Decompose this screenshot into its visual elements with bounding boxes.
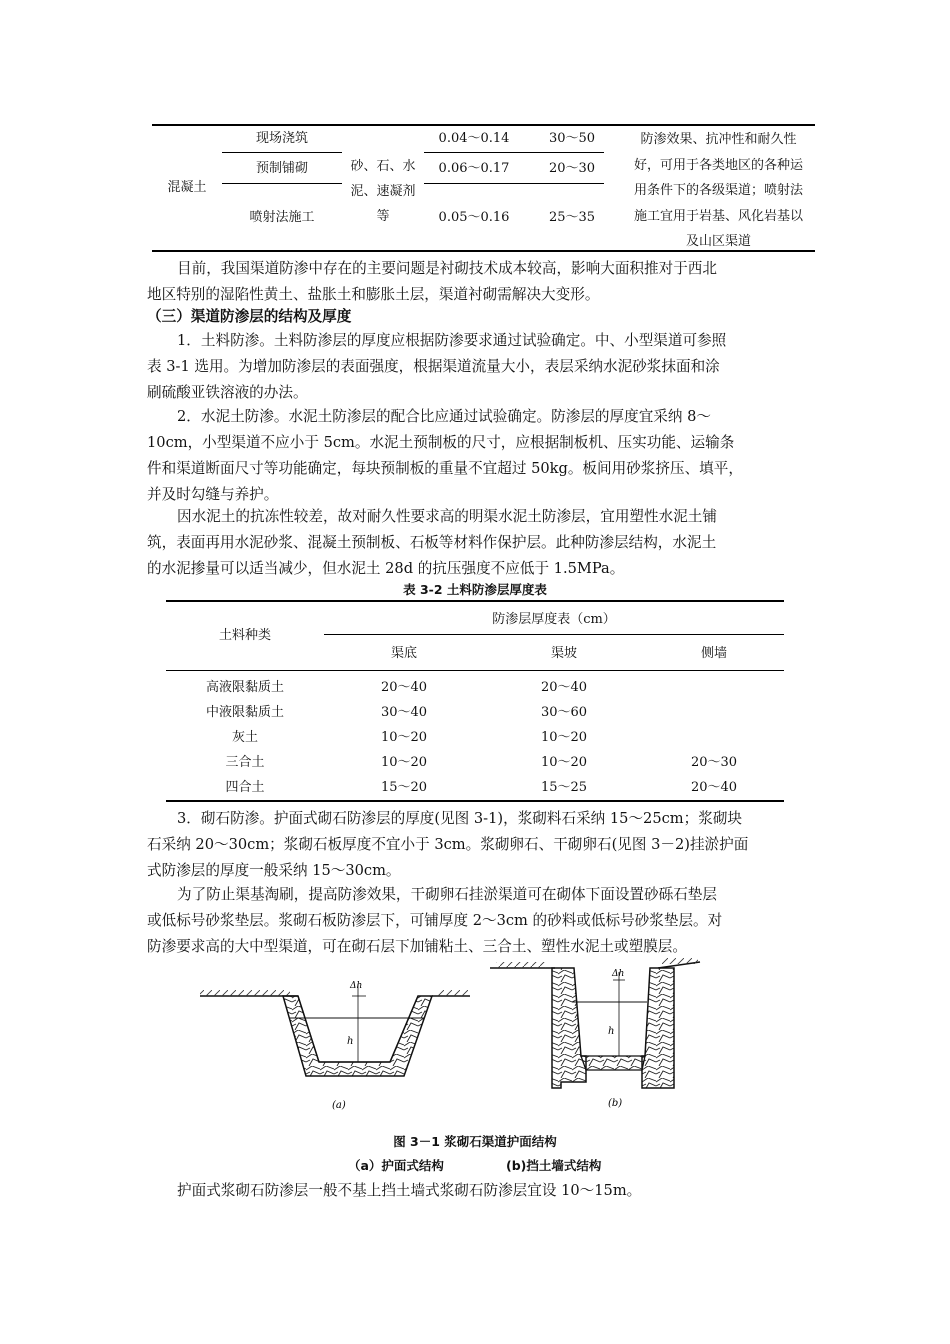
text-line: 筑，表面再用水泥砂浆、混凝土预制板、石板等材料作保护层。此种防渗层结构，水泥土 [147,534,717,551]
paragraph-final [147,1178,815,1204]
text-line: 表 3-1 选用。为增加防渗层的表面强度，根据渠道流量大小，表层采纳水泥砂浆抹面和涂 [147,358,720,375]
paragraph-problems [147,256,815,308]
text-line: 或低标号砂浆垫层。浆砌石板防渗层下，可铺厚度 2～3cm 的砂料或低标号砂浆垫层。对 [147,912,723,929]
text-line: 件和渠道断面尺寸等功能确定，每块预制板的重量不宜超过 50kg。板间用砂浆挤压、填平， [147,460,743,477]
text-line: 并及时勾缝与养护。 [147,486,279,503]
lining-table [152,124,815,252]
figure-a [200,981,470,1111]
paragraph-masonry [147,806,815,884]
soil-type-cell: 三合土 [225,755,265,770]
soil-type-cell: 灰土 [231,730,258,745]
range-cell: 0.05～0.16 [438,210,510,225]
table-rule [424,183,604,184]
figure-b [490,958,700,1109]
raw-material-line: 砂、石、水 [350,159,416,174]
text-line: 目前，我国渠道防渗中存在的主要问题是衬砌技术成本较高，影响大面积推对于西北 [177,260,717,277]
text-line: 2．水泥土防渗。水泥土防渗层的配合比应通过试验确定。防渗层的厚度宜采纳 8～ [177,408,711,425]
section-heading: （三）渠道防渗层的结构及厚度 [147,308,352,325]
table-rule [222,183,342,184]
label-b: (b) [608,1098,623,1109]
figure-subcaption-a: （a）护面式结构 [348,1158,444,1173]
paragraph-cushion [147,882,815,960]
channel-section-figure [180,958,720,1118]
remark-line: 施工宜用于岩基、风化岩基以 [633,208,803,224]
text-line: 10cm，小型渠道不应小于 5cm。水泥土预制板的尺寸，应根据制板机、压实功能、运输条 [147,434,735,451]
raw-material-line: 等 [376,209,390,224]
thickness-cell: 15～20 [380,780,428,795]
text-line: 防渗要求高的大中型渠道，可在砌石层下加铺粘土、三合土、塑性水泥土或塑膜层。 [147,938,687,955]
text-line: 式防渗层的厚度一般采纳 15～30cm。 [147,862,401,879]
thickness-cell: 10～20 [540,755,588,770]
dim-h-b: h [608,1026,615,1037]
figure-caption: 图 3－1 浆砌石渠道护面结构 [393,1134,557,1149]
thickness-cell: 15～25 [540,780,588,795]
material-cell: 混凝土 [167,180,207,195]
years-cell: 20～30 [548,161,596,176]
years-cell: 25～35 [548,210,596,225]
thickness-cell: 20～40 [540,680,588,695]
table-rule [424,152,604,153]
header-sidewall: 侧墙 [700,646,727,661]
text-line: 3．砌石防渗。护面式砌石防渗层的厚度(见图 3-1)，浆砌料石采纳 15～25cm；浆砌块 [177,810,743,827]
table-bottom-rule [166,800,784,802]
soil-thickness-table [166,600,784,802]
thickness-cell: 20～40 [690,780,738,795]
range-cell: 0.06～0.17 [438,161,510,176]
label-a: (a) [332,1100,346,1111]
figure-subcaption-b: (b)挡土墙式结构 [506,1158,602,1173]
dim-dh-b: Δh [612,969,625,979]
thickness-cell: 30～40 [380,705,428,720]
remark-cell [622,127,815,255]
header-group: 防渗层厚度表（cm） [492,612,616,627]
text-line: 刷硫酸亚铁溶液的办法。 [147,384,308,401]
thickness-cell: 30～60 [540,705,588,720]
thickness-cell: 10～20 [380,730,428,745]
thickness-cell: 20～30 [690,755,738,770]
range-cell: 0.04～0.14 [438,131,510,146]
remark-line: 用条件下的各级渠道；喷射法 [633,183,803,198]
table-rule [324,634,784,635]
text-line: 地区特别的湿陷性黄土、盐胀土和膨胀土层，渠道衬砌需解决大变形。 [147,286,600,303]
raw-material-cell [342,154,424,229]
table-rule [166,670,784,671]
header-slope: 渠坡 [550,646,577,661]
text-line: 1．土料防渗。土料防渗层的厚度应根据防渗要求通过试验确定。中、小型渠道可参照 [177,332,727,349]
dim-h-a: h [347,1036,354,1047]
paragraph-frost [147,504,815,582]
method-cell: 预制铺砌 [255,161,308,176]
table-rule [222,152,342,153]
table-top-rule [152,124,815,126]
raw-material-line: 泥、速凝剂 [350,184,416,199]
paragraph-soil [147,328,815,406]
text-line: 因水泥土的抗冻性较差，故对耐久性要求高的明渠水泥土防渗层，宜用塑性水泥土铺 [177,508,717,525]
table-caption: 表 3-2 土料防渗层厚度表 [403,582,547,597]
text-line: 的水泥掺量可以适当减少，但水泥土 28d 的抗压强度不应低于 1.5MPa。 [147,560,625,577]
header-bottom: 渠底 [390,646,417,661]
thickness-cell: 10～20 [540,730,588,745]
soil-type-cell: 高液限黏质土 [205,680,284,695]
paragraph-soil-cement [147,404,815,508]
remark-line: 防渗效果、抗冲性和耐久性 [640,132,797,147]
dim-dh-a: Δh [350,981,363,991]
text-line: 为了防止渠基淘刷，提高防渗效果，干砌卵石挂淤渠道可在砌体下面设置砂砾石垫层 [177,886,717,903]
thickness-cell: 10～20 [380,755,428,770]
table-top-rule [166,600,784,602]
soil-type-cell: 四合土 [225,780,265,795]
remark-line: 及山区渠道 [685,234,751,249]
remark-line: 好，可用于各类地区的各种运 [633,157,803,173]
text-line: 护面式浆砌石防渗层一般不基上挡土墙式浆砌石防渗层宜设 10～15m。 [177,1182,642,1199]
header-soil: 土料种类 [218,628,271,643]
soil-type-cell: 中液限黏质土 [205,705,284,720]
years-cell: 30～50 [548,131,596,146]
method-cell: 喷射法施工 [249,210,315,225]
method-cell: 现场浇筑 [255,131,308,146]
thickness-cell: 20～40 [380,680,428,695]
text-line: 石采纳 20～30cm；浆砌石板厚度不宜小于 3cm。浆砌卵石、干砌卵石(见图 3－2)挂淤护面 [147,836,749,853]
